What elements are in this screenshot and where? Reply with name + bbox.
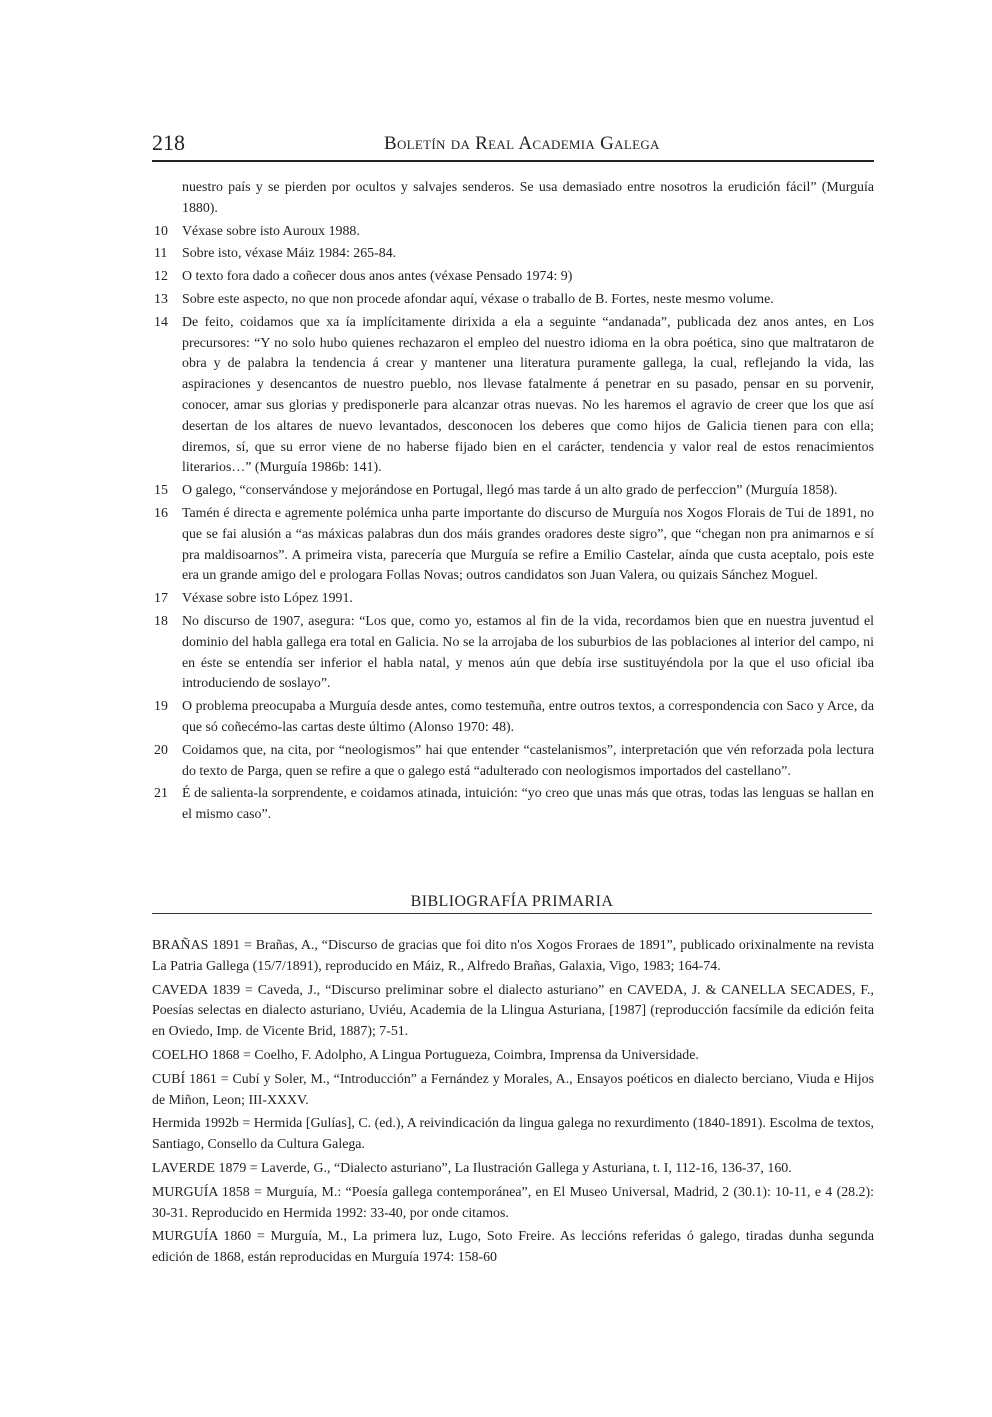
footnote-18 <box>152 612 874 695</box>
footnote-number: 19 <box>154 699 168 715</box>
footnote-text: Véxase sobre isto Auroux 1988. <box>182 223 360 239</box>
footnote-14 <box>152 313 874 479</box>
footnote-text: O texto fora dado a coñecer dous anos antes (véxase Pensado 1974: 9) <box>182 269 573 285</box>
footnote-text: O problema preocupaba a Murguía desde antes, como testemuña, entre outros textos, a correspondencia con Saco y Arce, da que só coñecémo-las cartas deste último (Alonso 1970: 48). <box>182 699 874 735</box>
footnote-number: 11 <box>154 246 168 262</box>
footnote-text: É de salienta-la sorprendente, e coidamos atinada, intuición: “yo creo que unas más que otras, todas las lenguas se hallan en el mismo caso”. <box>182 786 874 823</box>
footnote-17 <box>152 589 874 610</box>
footnote-text: O galego, “conservándose y mejorándose en Portugal, llegó mas tarde á un alto grado de perfeccion” (Murguía 1858). <box>182 483 838 499</box>
footnote-text: Tamén é directa e agremente polémica unha parte importante do discurso de Murguía nos Xogos Florais de Tui de 1891, no que se fai alusión a “as máxicas palabras dun dos máis grandes oradores deste sigro”, que “chegan non pra animarnos e sí pra maldisoarnos”. A primeira vista, parecería que Murguía se refire a Emilio Castelar, aínda que custa aceptalo, pois este era un grande amigo del e prologara Follas Novas; outros candidatos son Juan Valera, ou quizais Sánchez Moguel. <box>182 505 874 584</box>
bibliography-heading: BIBLIOGRAFÍA PRIMARIA <box>152 893 872 914</box>
footnote-number: 10 <box>154 223 168 239</box>
footnote-text: Sobre este aspecto, no que non procede afondar aquí, véxase o traballo de B. Fortes, neste mesmo volume. <box>182 291 774 307</box>
footnote-19 <box>152 697 874 739</box>
footnote-20 <box>152 741 874 783</box>
footnote-continuation: nuestro país y se pierden por ocultos y salvajes senderos. Se usa demasiado entre nosotros la erudición fácil” (Murguía 1880). <box>182 180 874 216</box>
footnote-number: 14 <box>154 314 168 330</box>
footnote-10 <box>152 222 874 243</box>
bibliography-entry: CAVEDA 1839 = Caveda, J., “Discurso preliminar sobre el dialecto asturiano” en CAVEDA, J. & CANELLA SECADES, F., Poesías selectas en dialecto asturiano, Uviéu, Academia de la Llingua Asturiana, [1987] (reproducción facsímile da edición feita en Oviedo, Imp. de Vicente Brid, 1887); 7-51. <box>152 982 874 1040</box>
bibliography-entry: Hermida 1992b = Hermida [Gulías], C. (ed.), A reivindicación da lingua galega no rexurdimento (1840-1891). Escolma de textos, Santiago, Consello da Cultura Galega. <box>152 1116 874 1153</box>
bibliography-entry: MURGUÍA 1858 = Murguía, M.: “Poesía gallega contemporánea”, en El Museo Universal, Madrid, 2 (30.1): 10-11, e 4 (28.2): 30-31. Reproducido en Hermida 1992: 33-40, por onde citamos. <box>152 1184 874 1221</box>
footnote-text: Coidamos que, na cita, por “neologismos” hai que entender “castelanismos”, interpretación que vén reforzada pola lectura do texto de Parga, quen se refire a que o galego está “adulterado con neologismos importados del castellano”. <box>182 742 874 779</box>
page-header <box>152 130 874 162</box>
footnote-text: No discurso de 1907, asegura: “Los que, como yo, estamos al fin de la vida, recordamos bien que en nuestra juventud el dominio del habla gallega era total en Galicia. No se la arrojaba de los suburbios de las poblaciones al interior del campo, ni en éste se entendía ser inferior el habla natal, y menos aún que debía irse sustituyéndola por la que el uso oficial iba introduciendo de soslayo”. <box>182 613 874 692</box>
footnote-text: Sobre isto, véxase Máiz 1984: 265-84. <box>182 246 397 262</box>
bibliography-entry: LAVERDE 1879 = Laverde, G., “Dialecto asturiano”, La Ilustración Gallega y Asturiana, t. I, 112-16, 136-37, 160. <box>152 1160 792 1176</box>
footnote-21 <box>152 784 874 826</box>
footnote-11 <box>152 244 874 265</box>
bibliography-entry: COELHO 1868 = Coelho, F. Adolpho, A Lingua Portugueza, Coimbra, Imprensa da Universidade. <box>152 1047 699 1063</box>
bibliography-entry: MURGUÍA 1860 = Murguía, M., La primera luz, Lugo, Soto Freire. As leccións referidas ó galego, tiradas dunha segunda edición de 1868, están reproducidas en Murguía 1974: 158-60 <box>152 1229 874 1266</box>
footnote-number: 16 <box>154 505 168 521</box>
bibliography-list <box>152 936 874 1272</box>
footnote-text: Véxase sobre isto López 1991. <box>182 591 353 607</box>
footnote-15 <box>152 481 874 502</box>
footnote-number: 12 <box>154 269 168 285</box>
footnote-12 <box>152 267 874 288</box>
footnote-number: 13 <box>154 291 168 307</box>
footnote-number: 20 <box>154 742 168 758</box>
running-title: Boletín da Real Academia Galega <box>384 133 660 154</box>
footnote-13 <box>152 290 874 311</box>
footnote-number: 21 <box>154 786 168 802</box>
bibliography-entry: BRAÑAS 1891 = Brañas, A., “Discurso de gracias que foi dito n'os Xogos Froraes de 1891”, publicado orixinalmente na revista La Patria Gallega (15/7/1891), reproducido en Máiz, R., Alfredo Brañas, Galaxia, Vigo, 1983; 164-74. <box>152 938 874 974</box>
footnotes <box>152 178 874 828</box>
footnote-16 <box>152 504 874 587</box>
footnote-number: 17 <box>154 591 168 607</box>
footnote-text: De feito, coidamos que xa ía implícitamente dirixida a ela a seguinte “andanada”, publicada dez anos antes, en Los precursores: “Y no solo hubo quienes rechazaron el empleo del nuestro idioma en la obra poética, sino que maltrataron de obra y de palabra la tendencia á crear y mantener una literatura puramente gallega, la cual, reflejando la vida, las aspiraciones y desencantos de nuestro pueblo, nos llevase fatalmente á penetrar en su pasado, pensar en su porvenir, conocer, amar sus glorias y predisponerle para alcanzar otras nuevas. No les haremos el agravio de creer que los que así desertan de los altares de nuevo levantados, desconocen los deberes que como hijos de Galicia tienen para con ella; diremos, sí, que su error viene de no haberse fijado bien en el carácter, tendencia y valor real de estos renacimientos literarios…” (Murguía 1986b: 141). <box>182 314 874 476</box>
footnote-number: 15 <box>154 483 168 499</box>
footnote-number: 18 <box>154 613 168 629</box>
bibliography-entry: CUBÍ 1861 = Cubí y Soler, M., “Introducción” a Fernández y Morales, A., Ensayos poéticos en dialecto berciano, Viuda e Hijos de Miñon, Leon; III-XXXV. <box>152 1071 874 1108</box>
page-number: 218 <box>152 130 185 155</box>
